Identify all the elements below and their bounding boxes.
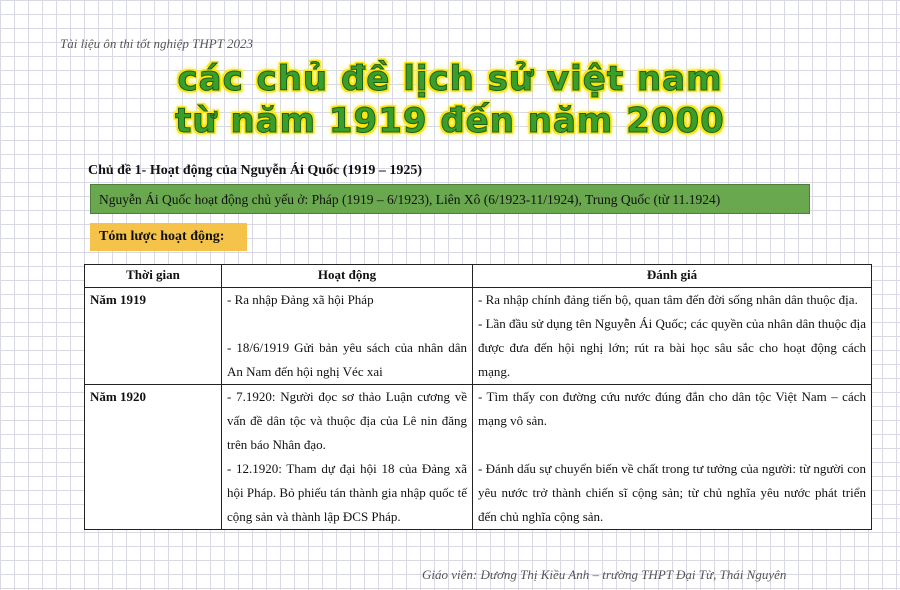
table-header-row — [85, 265, 872, 288]
header-note: Tài liệu ôn thi tốt nghiệp THPT 2023 — [60, 36, 253, 51]
evaluation-entry: - Đánh dấu sự chuyển biến về chất trong tư tưởng của người: từ người con yêu nước trở thành chiến sĩ cộng sản; từ chủ nghĩa yêu nước phát triển đến chủ nghĩa cộng sản. — [478, 461, 866, 524]
title-line-2: từ năm 1919 đến năm 2000 — [175, 101, 725, 141]
evaluation-entry: - Lần đầu sử dụng tên Nguyễn Ái Quốc; các quyền của nhân dân thuộc địa được đưa đến hội nghị lớn; rút ra bài học sâu sắc cho hoạt động cách mạng. — [478, 316, 866, 379]
activity-entry: - 18/6/1919 Gửi bản yêu sách của nhân dân An Nam đến hội nghị Véc xai — [227, 340, 467, 379]
summary-box: Nguyễn Ái Quốc hoạt động chủ yếu ở: Pháp (1919 – 6/1923), Liên Xô (6/1923-11/1924), Trung Quốc (từ 11.1924) — [90, 184, 810, 214]
column-header-activity: Hoạt động — [222, 265, 473, 288]
evaluation-entry: - Tìm thấy con đường cứu nước đúng đắn cho dân tộc Việt Nam – cách mạng vô sản. — [478, 389, 866, 428]
topic-heading: Chủ đề 1- Hoạt động của Nguyễn Ái Quốc (1919 – 1925) — [88, 163, 423, 178]
column-header-time: Thời gian — [85, 265, 222, 288]
row-evaluations — [473, 288, 872, 385]
row-evaluations — [473, 385, 872, 530]
title-line-1: các chủ đề lịch sử việt nam — [177, 59, 723, 99]
activity-entry: - Ra nhập Đảng xã hội Pháp — [227, 292, 374, 307]
document-title — [0, 58, 900, 142]
table-row — [85, 385, 872, 530]
table-row — [85, 288, 872, 385]
row-activities — [222, 288, 473, 385]
footer-note: Giáo viên: Dương Thị Kiều Anh – trường THPT Đại Từ, Thái Nguyên — [422, 567, 787, 582]
activity-entry: - 7.1920: Người đọc sơ thảo Luận cương về vấn đề dân tộc và thuộc địa của Lê nin đăng trên báo Nhân đạo. — [227, 389, 467, 452]
row-time: Năm 1920 — [85, 385, 222, 530]
row-activities — [222, 385, 473, 530]
column-header-evaluation: Đánh giá — [473, 265, 872, 288]
activities-table — [84, 264, 872, 530]
row-time: Năm 1919 — [85, 288, 222, 385]
evaluation-entry: - Ra nhập chính đảng tiến bộ, quan tâm đến đời sống nhân dân thuộc địa. — [478, 292, 858, 307]
activities-label: Tóm lược hoạt động: — [90, 223, 247, 251]
activity-entry: - 12.1920: Tham dự đại hội 18 của Đảng xã hội Pháp. Bỏ phiếu tán thành gia nhập quốc tế cộng sản và thành lập ĐCS Pháp. — [227, 461, 467, 524]
